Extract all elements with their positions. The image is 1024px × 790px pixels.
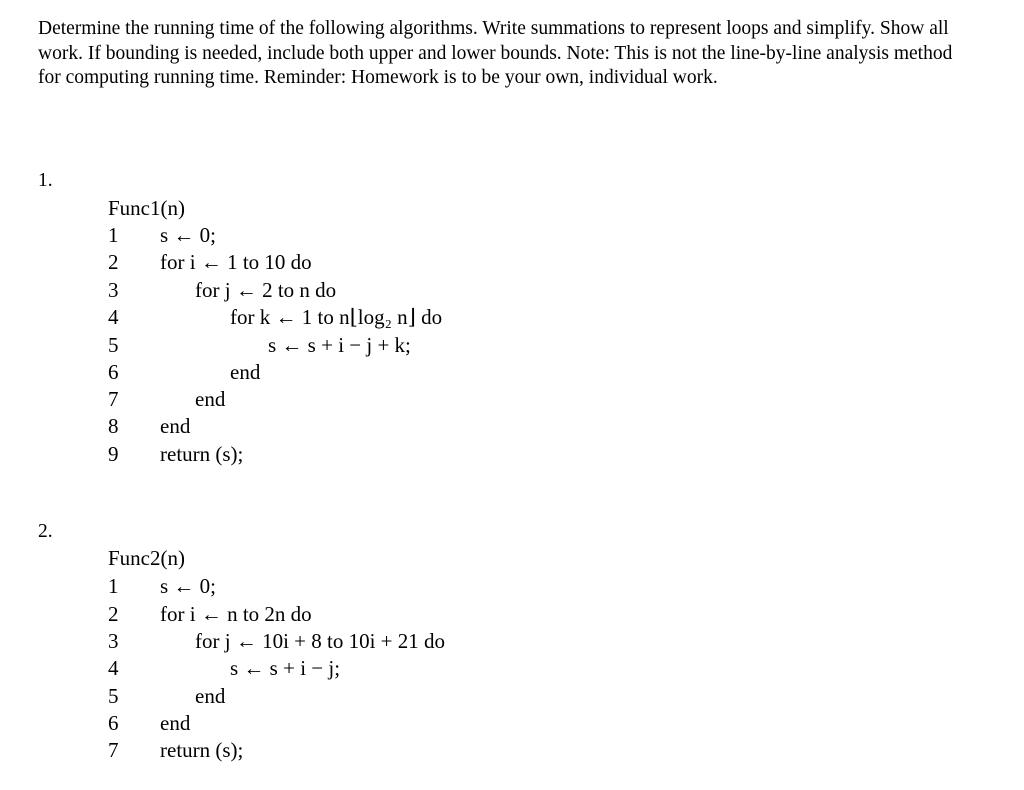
line-number: 5 bbox=[108, 684, 119, 708]
code-text: s ← 0; bbox=[160, 574, 217, 598]
line-number: 9 bbox=[108, 442, 119, 466]
code-text: s ← s + i − j + k; bbox=[268, 333, 411, 357]
problem-1-number: 1. bbox=[38, 170, 53, 191]
code-text: end bbox=[195, 387, 226, 411]
code-text: for i ← n to 2n do bbox=[160, 602, 312, 626]
line-number: 4 bbox=[108, 305, 119, 329]
line-number: 6 bbox=[108, 711, 119, 735]
line-number: 7 bbox=[108, 738, 119, 762]
code-text: return (s); bbox=[160, 442, 244, 466]
instructions-text: Determine the running time of the following algorithms. Write summations to represent loops and simplify. Show all work. If bounding is needed, include both upper and lower bounds. Note: This is not the line-by-line analysis method for computing running time. Reminder: Homework is to be your own, individual work. bbox=[38, 18, 953, 88]
func2-title: Func2(n) bbox=[108, 546, 185, 570]
line-number: 7 bbox=[108, 387, 119, 411]
code-text: end bbox=[160, 711, 191, 735]
line-number: 1 bbox=[108, 223, 119, 247]
code-text: return (s); bbox=[160, 738, 244, 762]
func1-title: Func1(n) bbox=[108, 196, 185, 220]
code-text: end bbox=[230, 360, 261, 384]
line-number: 1 bbox=[108, 574, 119, 598]
code-text: for j ← 10i + 8 to 10i + 21 do bbox=[195, 629, 446, 653]
line-number: 6 bbox=[108, 360, 119, 384]
code-text: end bbox=[160, 414, 191, 438]
line-number: 2 bbox=[108, 250, 119, 274]
code-text: s ← 0; bbox=[160, 223, 217, 247]
code-text: for k ← 1 to n⌊log₂ n⌋ do bbox=[230, 305, 443, 329]
line-number: 3 bbox=[108, 278, 119, 302]
problem-2-number: 2. bbox=[38, 521, 53, 542]
code-text: for i ← 1 to 10 do bbox=[160, 250, 312, 274]
line-number: 8 bbox=[108, 414, 119, 438]
line-number: 5 bbox=[108, 333, 119, 357]
code-text: s ← s + i − j; bbox=[230, 656, 341, 680]
line-number: 3 bbox=[108, 629, 119, 653]
line-number: 2 bbox=[108, 602, 119, 626]
instructions-paragraph bbox=[38, 17, 978, 91]
line-number: 4 bbox=[108, 656, 119, 680]
code-text: end bbox=[195, 684, 226, 708]
code-text: for j ← 2 to n do bbox=[195, 278, 337, 302]
